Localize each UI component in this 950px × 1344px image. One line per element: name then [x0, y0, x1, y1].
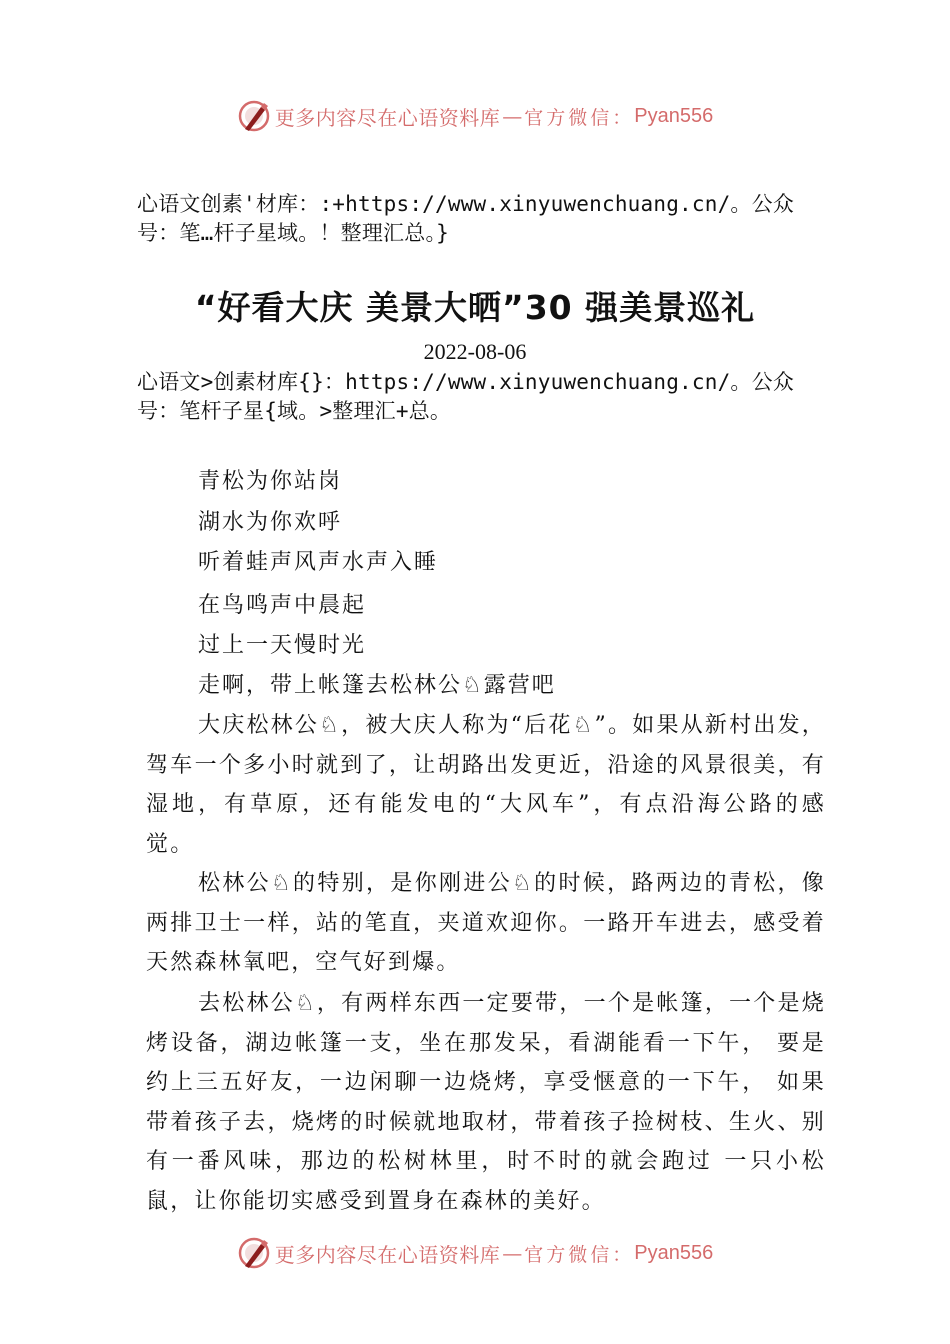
- header-banner: [0, 96, 950, 136]
- body-paragraph: 松林公♘的特别，是你刚进公♘的时候，路两边的青松，像两排卫士一样，站的笔直，夹道欢迎你。一路开车进去，感受着天然森林氧吧，空气好到爆。: [146, 871, 826, 976]
- source-note-mid: 心语文>创素材库{}：https://www.xinyuwenchuang.cn/。公众号：笔杆子星{域。>整理汇+总。: [137, 370, 795, 423]
- pen-logo-icon: [237, 99, 271, 133]
- banner-dash: —: [502, 104, 523, 128]
- poem-line: 在鸟鸣声中晨起: [198, 593, 367, 618]
- body-paragraph: 去松林公♘，有两样东西一定要带，一个是帐篷，一个是烧烤设备，湖边帐篷一支，坐在那发呆，看湖能看一下午， 要是约上三五好友，一边闲聊一边烧烤，享受惬意的一下午， 如果带着孩子去，烧烤的时候就地取材，带着孩子捡树枝、生火、别有一番风味，那边的松树林里，时不时的就会跑过 一只小松鼠，让你能切实感受到置身在森林的美好。: [146, 991, 826, 1214]
- article-title: “好看大庆 美景大晒”30 强美景巡礼: [194, 288, 756, 327]
- banner-wechat-label: 官方微信：: [524, 106, 635, 129]
- banner-text: 更多内容尽在心语资料库: [274, 105, 501, 130]
- banner-wechat-label: 官方微信：: [524, 1243, 635, 1266]
- banner-text: 更多内容尽在心语资料库: [274, 1242, 501, 1267]
- source-note-top: 心语文创素'材库：:+https://www.xinyuwenchuang.cn/。公众号：笔…杆子星域。！整理汇总。}: [137, 192, 795, 245]
- banner-wechat-id: Pyan556: [634, 104, 714, 127]
- article-date: 2022-08-06: [423, 339, 527, 364]
- footer-banner: [0, 1233, 950, 1273]
- banner-wechat-id: Pyan556: [634, 1241, 714, 1264]
- poem-line: 过上一天慢时光: [198, 633, 367, 658]
- banner-dash: —: [502, 1241, 523, 1265]
- pen-logo-icon: [237, 1236, 271, 1270]
- poem-line: 听着蛙声风声水声入睡: [198, 550, 439, 575]
- poem-line: 走啊，带上帐篷去松林公♘露营吧: [198, 673, 556, 698]
- body-paragraph: 大庆松林公♘，被大庆人称为“后花♘”。如果从新村出发，驾车一个多小时就到了，让胡路出发更近，沿途的风景很美，有湿地，有草原，还有能发电的“大风车”，有点沿海公路的感觉。: [146, 713, 826, 857]
- poem-line: 青松为你站岗: [198, 469, 343, 494]
- poem-line: 湖水为你欢呼: [198, 510, 343, 535]
